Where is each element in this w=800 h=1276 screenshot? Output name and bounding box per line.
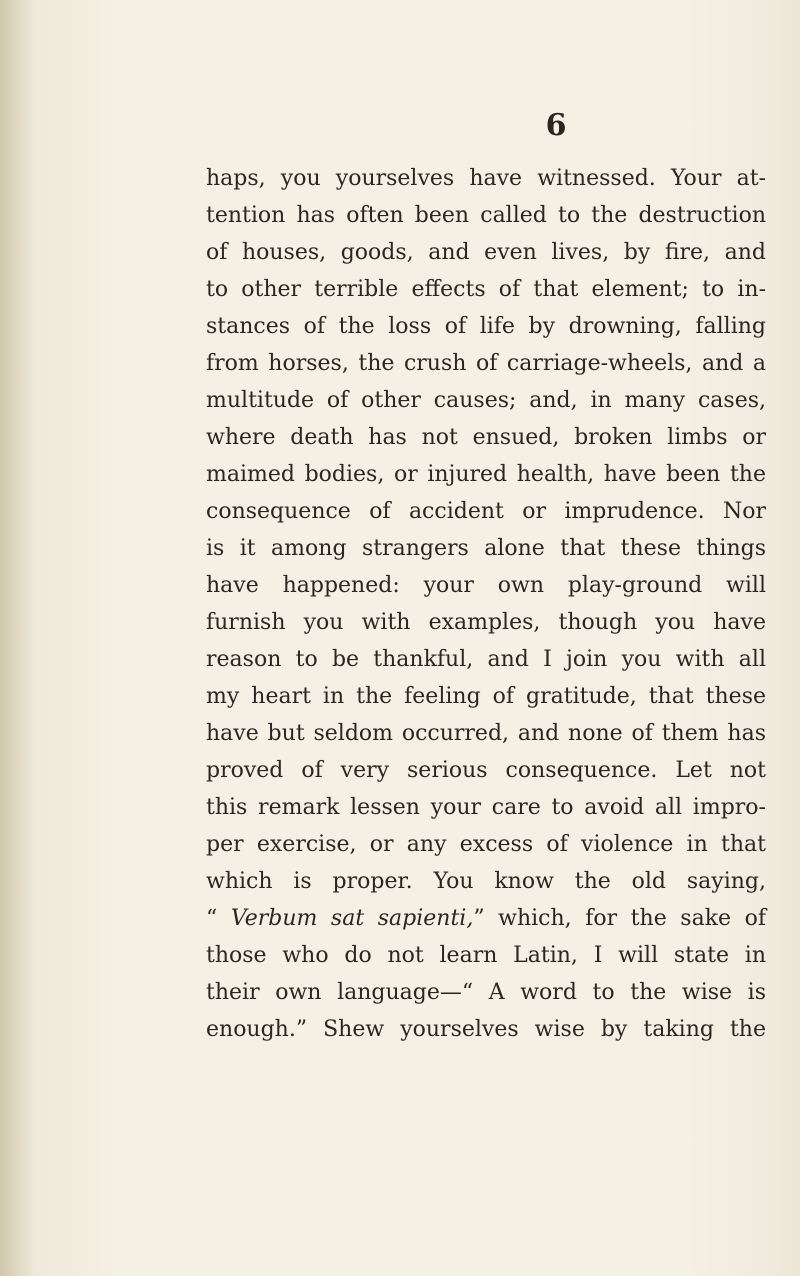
text-line-latin-quote <box>206 900 766 937</box>
text-line: is it among strangers alone that these things <box>206 536 766 561</box>
text-line: tention has often been called to the destruction <box>206 203 766 228</box>
text-line: this remark lessen your care to avoid all impro- <box>206 795 766 820</box>
quote-continuation: ” which, for the sake of <box>473 906 766 931</box>
text-line: multitude of other causes; and, in many cases, <box>206 388 766 413</box>
text-line: have happened: your own play-ground will <box>206 573 766 598</box>
text-line: consequence of accident or imprudence. Nor <box>206 499 766 524</box>
text-line: my heart in the feeling of gratitude, that these <box>206 684 766 709</box>
page-number: 6 <box>545 108 567 143</box>
text-line: proved of very serious consequence. Let not <box>206 758 766 783</box>
latin-phrase: Verbum sat sapienti, <box>230 906 474 931</box>
text-line: have but seldom occurred, and none of them has <box>206 721 766 746</box>
text-line: which is proper. You know the old saying, <box>206 869 766 894</box>
text-line: stances of the loss of life by drowning, falling <box>206 314 766 339</box>
text-line: those who do not learn Latin, I will state in <box>206 943 766 968</box>
text-line: enough.” Shew yourselves wise by taking the <box>206 1017 766 1042</box>
text-line: per exercise, or any excess of violence in that <box>206 832 766 857</box>
text-line: furnish you with examples, though you have <box>206 610 766 635</box>
page-gutter-shadow <box>0 0 34 1276</box>
text-line: where death has not ensued, broken limbs or <box>206 425 766 450</box>
text-line: maimed bodies, or injured health, have been the <box>206 462 766 487</box>
body-text <box>206 160 766 1048</box>
text-line: of houses, goods, and even lives, by fire, and <box>206 240 766 265</box>
text-line: their own language—“ A word to the wise is <box>206 980 766 1005</box>
text-line: from horses, the crush of carriage-wheels, and a <box>206 351 766 376</box>
text-line: reason to be thankful, and I join you with all <box>206 647 766 672</box>
text-line: to other terrible effects of that element; to in- <box>206 277 766 302</box>
text-line: haps, you yourselves have witnessed. Your at- <box>206 166 766 191</box>
open-quote: “ <box>206 906 218 931</box>
